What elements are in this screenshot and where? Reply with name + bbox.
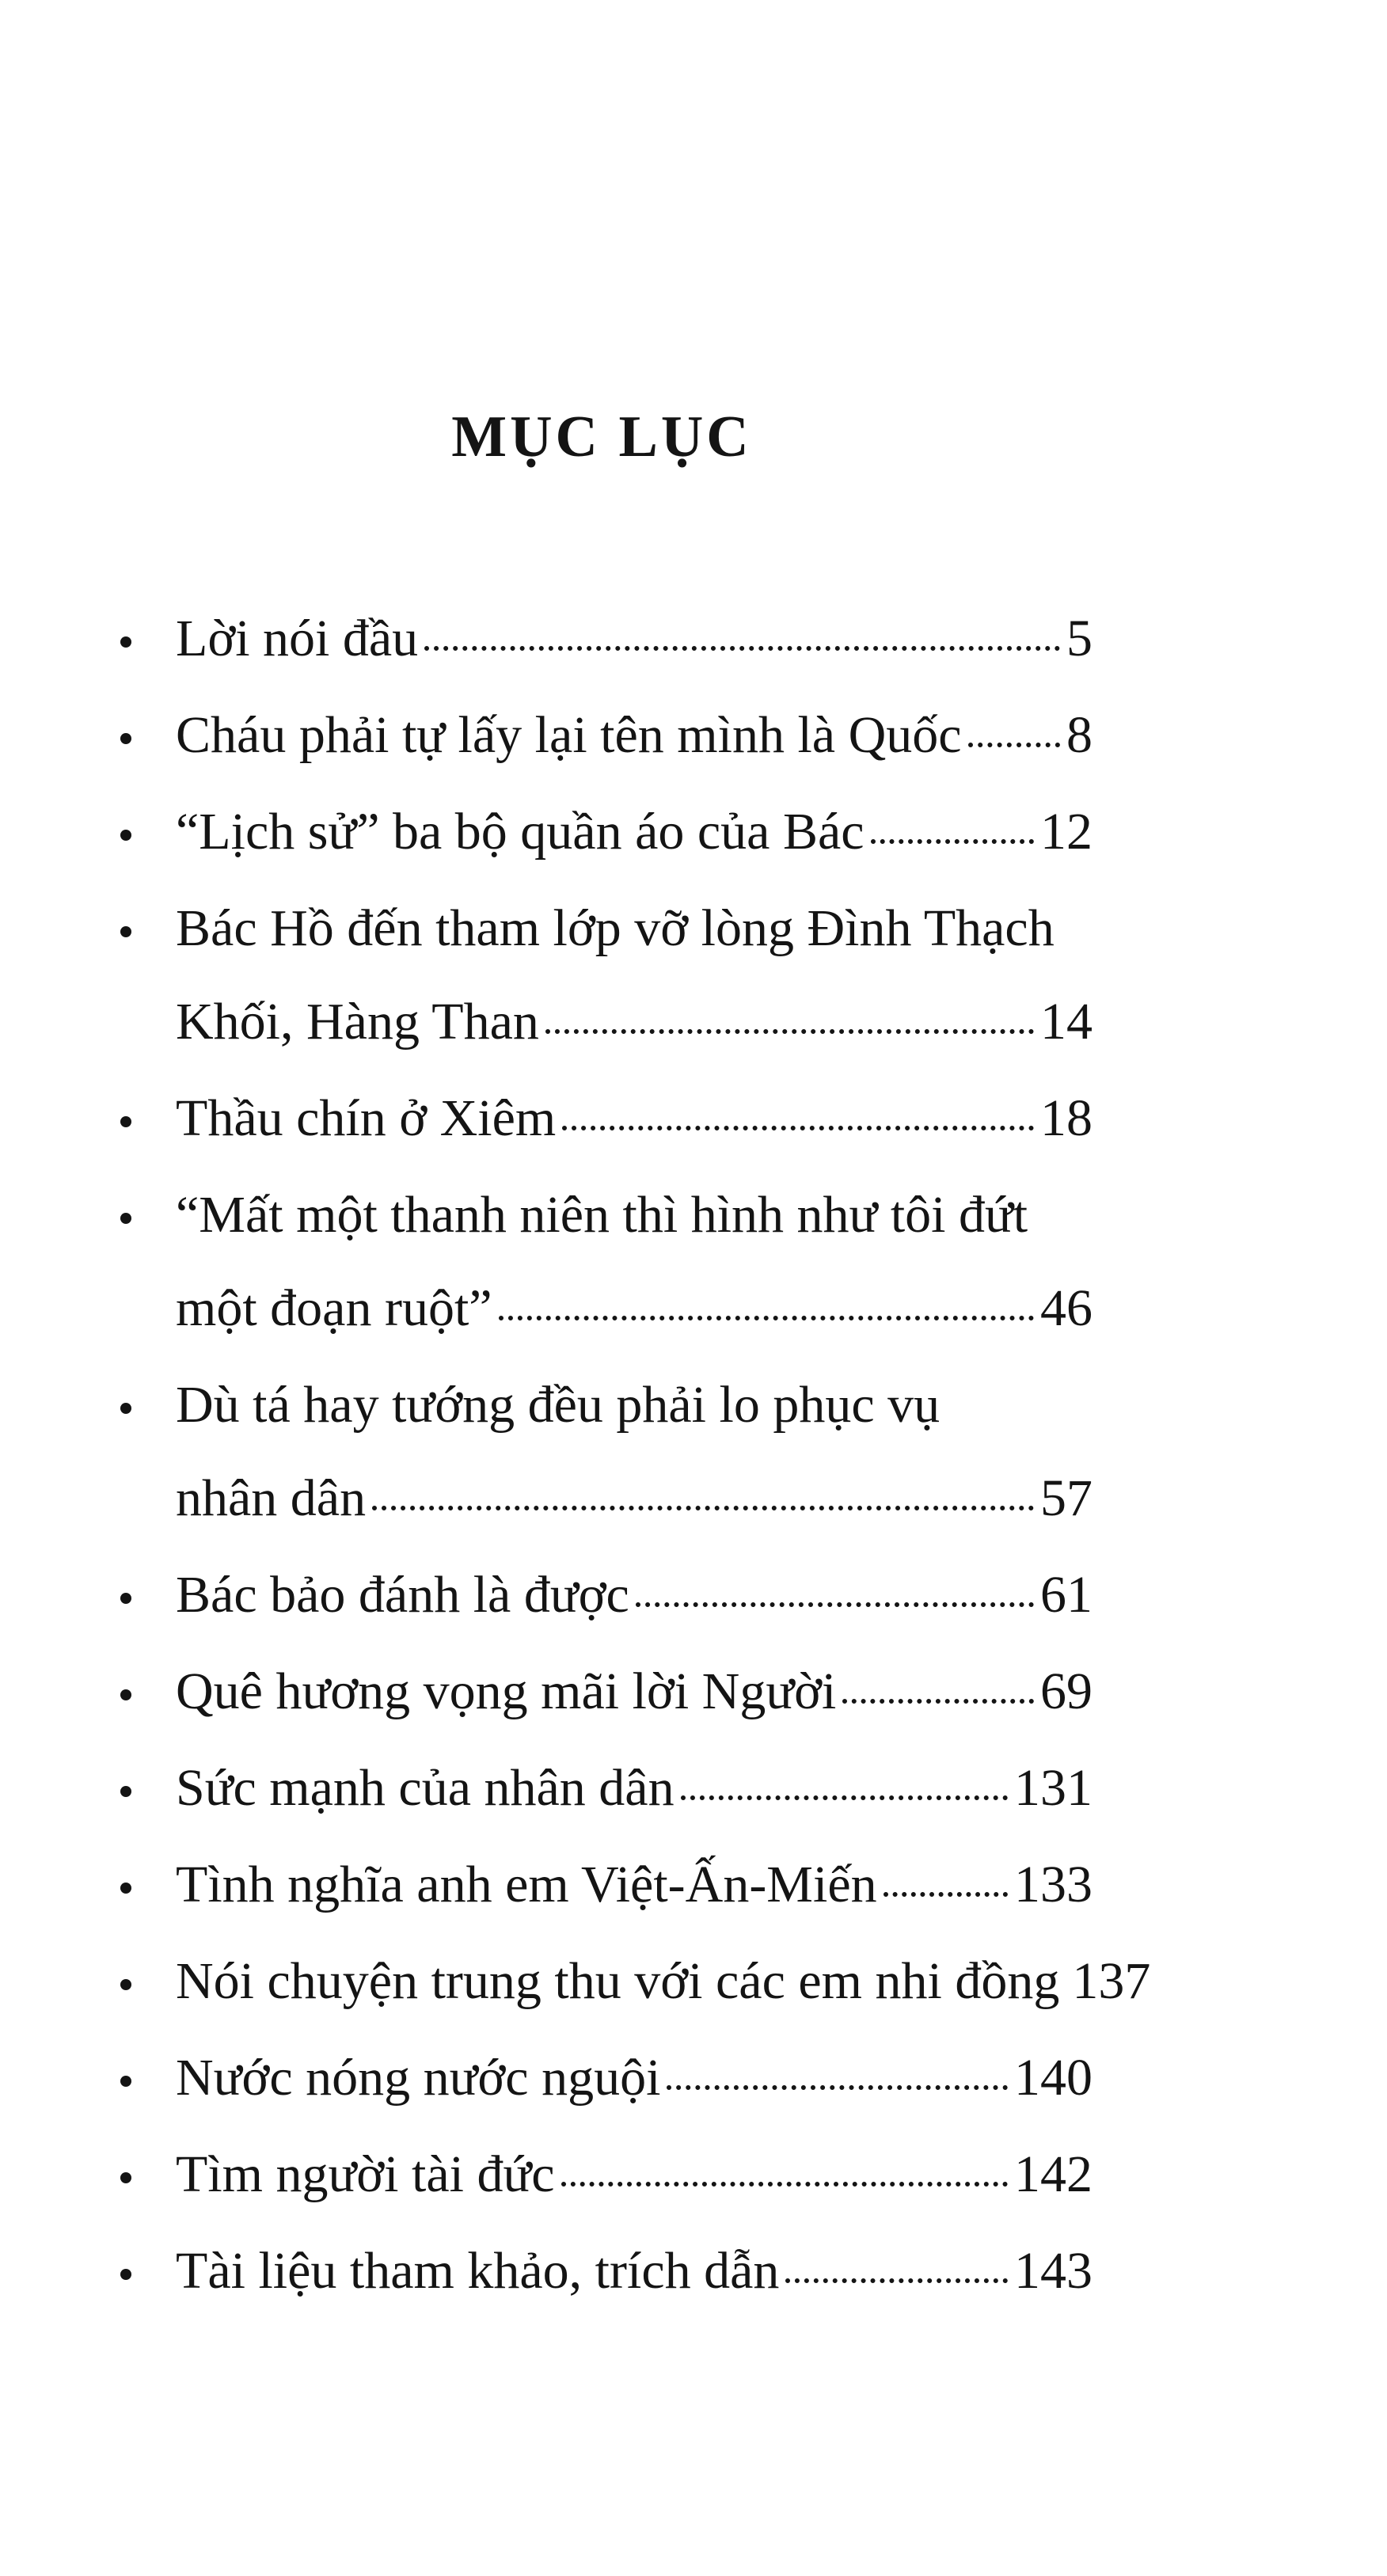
toc-entry-title: Cháu phải tự lấy lại tên mình là Quốc bbox=[176, 706, 962, 764]
toc-entry-page: 46 bbox=[1040, 1279, 1092, 1337]
toc-entry-title: Tài liệu tham khảo, trích dẫn bbox=[176, 2242, 780, 2300]
dot-leader bbox=[842, 1699, 1034, 1704]
toc-entry-title-line-1: Dù tá hay tướng đều phải lo phục vụ bbox=[176, 1376, 940, 1434]
toc-entry-title: một đoạn ruột” bbox=[176, 1279, 492, 1337]
bullet-icon bbox=[120, 1883, 131, 1894]
bullet-icon bbox=[120, 830, 131, 841]
toc-entry bbox=[111, 610, 1092, 668]
toc-entry bbox=[111, 2242, 1092, 2301]
toc-entry bbox=[111, 1376, 1092, 1528]
toc-entry bbox=[111, 1662, 1092, 1721]
toc-entry-title: Thầu chín ở Xiêm bbox=[176, 1089, 557, 1147]
bullet-icon bbox=[120, 733, 131, 744]
toc-entry-title: Quê hương vọng mãi lời Người bbox=[176, 1662, 837, 1720]
toc-entry bbox=[111, 1856, 1092, 1914]
dot-leader bbox=[884, 1892, 1008, 1897]
dot-leader bbox=[667, 2085, 1008, 2090]
dot-leader bbox=[681, 1795, 1008, 1800]
toc-entry-page: 140 bbox=[1014, 2049, 1092, 2107]
toc-entry-page: 61 bbox=[1040, 1566, 1092, 1624]
toc-entry-page: 57 bbox=[1040, 1469, 1092, 1527]
dot-leader bbox=[562, 1126, 1034, 1130]
toc-entry bbox=[111, 706, 1092, 765]
toc-entry bbox=[111, 1566, 1092, 1624]
toc-entry bbox=[111, 1952, 1151, 2011]
bullet-icon bbox=[120, 2172, 131, 2183]
dot-leader bbox=[636, 1602, 1034, 1607]
toc-entry-title: Nói chuyện trung thu với các em nhi đồng bbox=[176, 1952, 1060, 2010]
bullet-icon bbox=[120, 636, 131, 648]
bullet-icon bbox=[120, 1403, 131, 1414]
toc-entry-page: 18 bbox=[1040, 1089, 1092, 1147]
toc-entry-page: 8 bbox=[1066, 706, 1092, 764]
toc-entry-page: 69 bbox=[1040, 1662, 1092, 1720]
toc-entry-title-line-1: “Mất một thanh niên thì hình như tôi đứt bbox=[176, 1186, 1028, 1244]
toc-entry bbox=[111, 899, 1092, 1051]
dot-leader bbox=[424, 646, 1060, 651]
toc-entry-title: Sức mạnh của nhân dân bbox=[176, 1759, 674, 1817]
toc-entry-page: 133 bbox=[1014, 1856, 1092, 1913]
toc-entry-title: Nước nóng nước nguội bbox=[176, 2049, 661, 2107]
toc-entry-title-line-1: Bác Hồ đến tham lớp vỡ lòng Đình Thạch bbox=[176, 899, 1054, 957]
bullet-icon bbox=[120, 1213, 131, 1224]
toc-entry-title: Lời nói đầu bbox=[176, 610, 419, 667]
dot-leader bbox=[785, 2278, 1008, 2283]
toc-entry-page: 131 bbox=[1014, 1759, 1092, 1817]
toc-entry bbox=[111, 1186, 1092, 1338]
toc-entry-title: nhân dân bbox=[176, 1469, 367, 1527]
toc-entry-title: Bác bảo đánh là được bbox=[176, 1566, 629, 1624]
toc-entry-page: 137 bbox=[1072, 1952, 1151, 2010]
toc-entry bbox=[111, 2049, 1092, 2107]
toc-entry-page: 143 bbox=[1014, 2242, 1092, 2300]
dot-leader bbox=[561, 2182, 1008, 2187]
toc-entry-page: 142 bbox=[1014, 2145, 1092, 2203]
dot-leader bbox=[545, 1029, 1034, 1034]
bullet-icon bbox=[120, 1689, 131, 1700]
toc-entry-title: Khối, Hàng Than bbox=[176, 993, 539, 1051]
dot-leader bbox=[499, 1316, 1034, 1320]
toc-entry bbox=[111, 2145, 1092, 2204]
bullet-icon bbox=[120, 2269, 131, 2280]
toc-entry bbox=[111, 1759, 1092, 1818]
table-of-contents bbox=[111, 610, 1151, 2339]
toc-entry-title: Tình nghĩa anh em Việt-Ấn-Miến bbox=[176, 1856, 877, 1913]
dot-leader bbox=[871, 839, 1034, 844]
dot-leader bbox=[968, 743, 1060, 747]
bullet-icon bbox=[120, 1593, 131, 1604]
bullet-icon bbox=[120, 1786, 131, 1797]
bullet-icon bbox=[120, 1116, 131, 1127]
toc-entry-page: 14 bbox=[1040, 993, 1092, 1051]
page-title: MỤC LỤC bbox=[451, 405, 752, 469]
toc-entry-title: Tìm người tài đức bbox=[176, 2145, 555, 2203]
toc-entry bbox=[111, 1089, 1092, 1148]
bullet-icon bbox=[120, 2076, 131, 2087]
toc-entry-page: 5 bbox=[1066, 610, 1092, 667]
toc-entry-title: “Lịch sử” ba bộ quần áo của Bác bbox=[176, 803, 864, 861]
bullet-icon bbox=[120, 1979, 131, 1990]
bullet-icon bbox=[120, 926, 131, 937]
dot-leader bbox=[372, 1506, 1034, 1510]
toc-entry-page: 12 bbox=[1040, 803, 1092, 861]
toc-entry bbox=[111, 803, 1092, 861]
